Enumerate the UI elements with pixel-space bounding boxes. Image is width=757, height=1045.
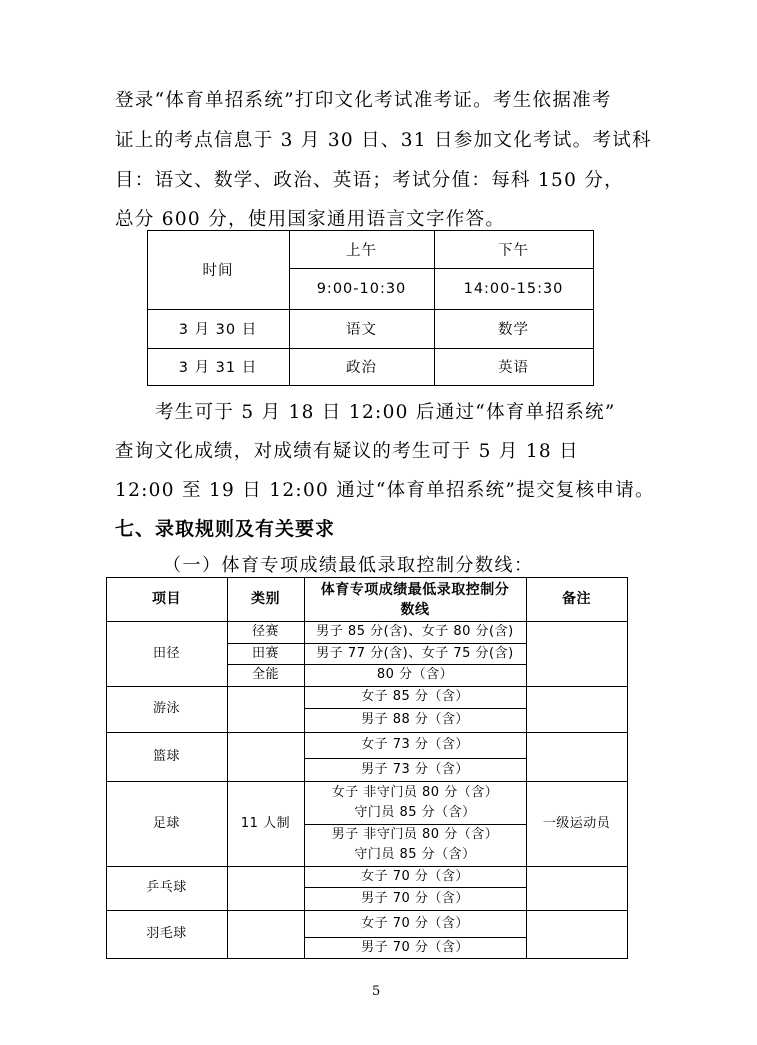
score-cell: 男子 70 分（含） [361,890,469,906]
sport-name: 游泳 [152,701,180,716]
results-line-2: 查询文化成绩，对成绩有疑议的考生可于 5 月 18 日 [115,441,579,462]
schedule-subject: 语文 [346,322,377,338]
sport-name: 足球 [152,815,180,831]
score-cell: 女子 非守门员 80 分（含） [331,784,499,800]
category-cell: 全能 [251,667,279,682]
intro-line-1: 登录“体育单招系统”打印文化考试准考证。考生依据准考 [115,90,612,111]
score-cell: 男子 88 分（含） [361,712,469,727]
sub-heading: （一）体育专项成绩最低录取控制分数线： [163,555,534,576]
schedule-header-time: 时间 [202,263,234,279]
sport-name: 田径 [152,645,180,661]
intro-line-4: 总分 600 分，使用国家通用语言文字作答。 [115,209,506,230]
schedule-subject: 英语 [498,360,529,376]
score-cell: 男子 85 分(含)、女子 80 分(含) [316,624,514,639]
score-header-project: 项目 [152,591,181,607]
score-cell: 男子 77 分(含)、女子 75 分(含) [316,645,514,661]
schedule-afternoon-time: 14:00-15:30 [463,280,564,297]
category-cell: 径赛 [251,624,279,639]
schedule-date: 3 月 30 日 [178,322,258,338]
score-cell: 女子 85 分（含） [361,689,469,704]
sport-name: 羽毛球 [146,926,187,941]
sport-name: 乒乓球 [146,880,187,895]
score-header-category: 类别 [251,591,280,607]
results-line-3: 12:00 至 19 日 12:00 通过“体育单招系统”提交复核申请。 [115,480,655,501]
schedule-morning-time: 9:00-10:30 [316,280,407,297]
score-cell: 男子 非守门员 80 分（含） [331,827,499,842]
schedule-date: 3 月 31 日 [178,360,258,376]
intro-line-2: 证上的考点信息于 3 月 30 日、31 日参加文化考试。考试科 [115,130,652,151]
results-line-1: 考生可于 5 月 18 日 12:00 后通过“体育单招系统” [155,402,616,423]
score-cell: 男子 70 分（含） [361,939,469,955]
section-heading: 七、录取规则及有关要求 [115,518,336,540]
score-cell: 女子 73 分（含） [361,737,469,752]
remark-cell: 一级运动员 [542,815,611,831]
score-cell: 守门员 85 分（含） [354,847,476,862]
sport-name: 篮球 [152,748,180,764]
schedule-subject: 政治 [346,360,377,376]
schedule-header-morning: 上午 [346,242,377,259]
category-cell: 11 人制 [240,815,291,831]
score-cell: 女子 70 分（含） [361,868,469,884]
score-cell: 守门员 85 分（含） [354,804,476,820]
score-header-score-line1: 体育专项成绩最低录取控制分 [320,582,510,598]
score-header-remark: 备注 [562,591,591,607]
score-cell: 男子 73 分（含） [361,761,469,777]
schedule-header-afternoon: 下午 [498,242,529,259]
score-header-score-line2: 数线 [400,602,430,618]
page-number: 5 [372,984,381,999]
schedule-subject: 数学 [498,322,529,338]
intro-line-3: 目：语文、数学、政治、英语；考试分值：每科 150 分， [115,170,624,191]
score-cell: 女子 70 分（含） [361,915,469,931]
score-cell: 80 分（含） [376,667,454,682]
category-cell: 田赛 [251,645,279,661]
